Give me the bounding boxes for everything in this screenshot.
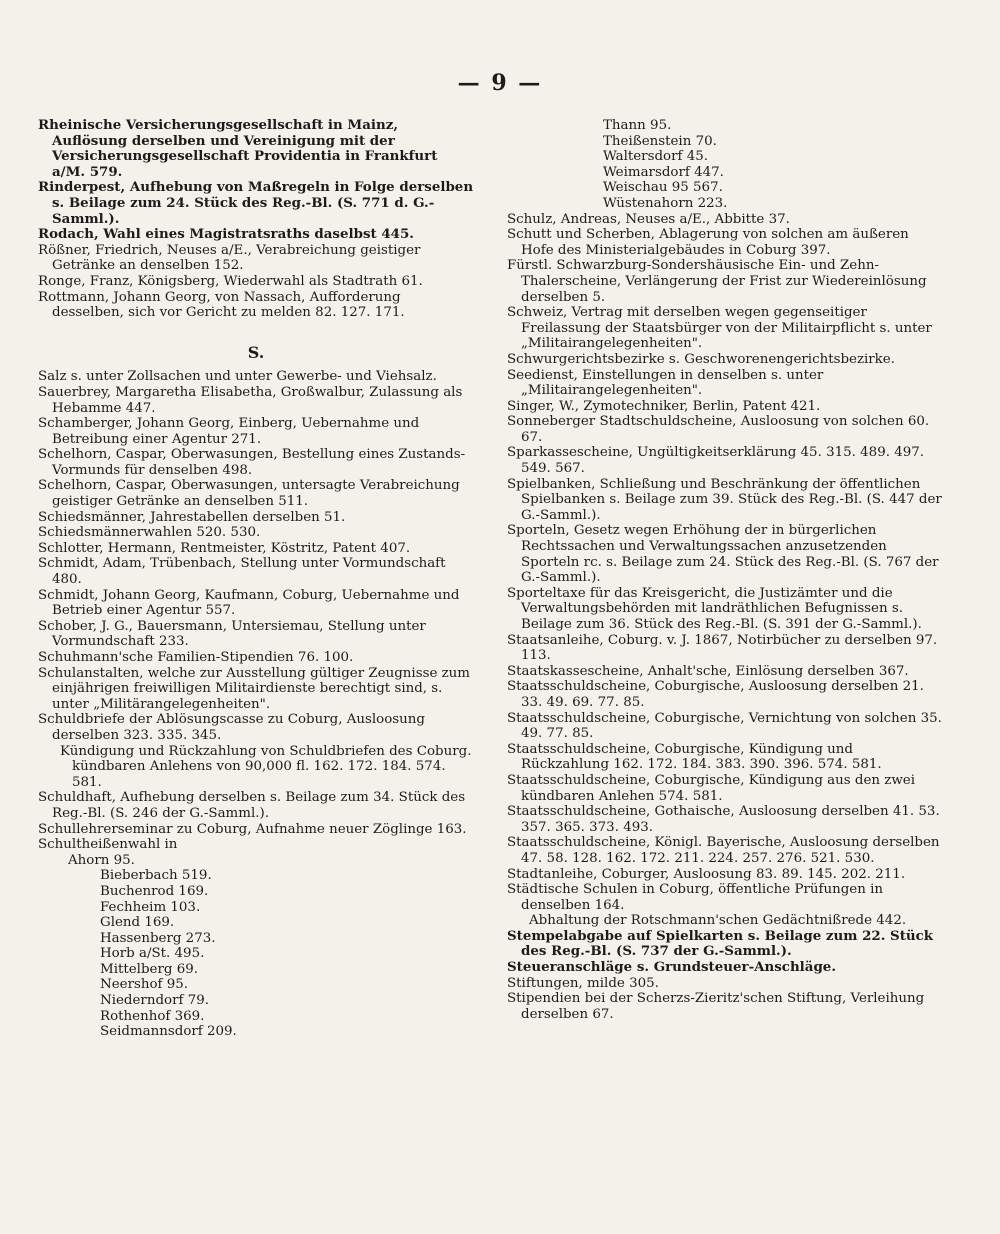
index-entry: Schweiz, Vertrag mit derselben wegen gegenseitiger Freilassung der Staatsbürger von der Militairpflicht s. unter „Militairangelegenheiten". <box>507 305 932 352</box>
index-entry: Schober, J. G., Bauersmann, Untersiemau, Stellung unter Vormundschaft 233. <box>38 618 426 650</box>
index-entry: Buchenrod 169. <box>100 883 209 899</box>
index-entry: Schuldbriefe der Ablösungscasse zu Coburg, Ausloosung derselben 323. 335. 345. <box>38 712 425 743</box>
index-entry: Staatsschuldscheine, Coburgische, Ausloosung derselben 21. 33. 49. 69. 77. 85. <box>507 679 924 710</box>
index-entry: Schuldhaft, Aufhebung derselben s. Beilage zum 34. Stück des Reg.-Bl. (S. 246 der G.-Samml.). <box>38 790 466 821</box>
index-entry: Schutt und Scherben, Ablagerung von solchen am äußeren Hofe des Ministerialgebäudes in Coburg 397. <box>507 227 909 258</box>
index-entry: Neershof 95. <box>100 977 189 993</box>
index-entry: Schamberger, Johann Georg, Einberg, Uebernahme und Betreibung einer Agentur 271. <box>38 416 420 447</box>
index-entry: Stipendien bei der Scherzs-Zieritz'schen Stiftung, Verleihung derselben 67. <box>507 991 925 1022</box>
index-entry: Sporteltaxe für das Kreisgericht, die Justizämter und die Verwaltungsbehörden mit landräthlichen Befugnissen s. Beilage zum 36. Stück des Reg.-Bl. (S. 391 der G.-Samml.). <box>507 585 922 632</box>
index-entry: Staatsanleihe, Coburg. v. J. 1867, Notirbücher zu derselben 97. 113. <box>507 632 938 664</box>
index-entry: Schulanstalten, welche zur Ausstellung gültiger Zeugnisse zum einjährigen freiwilligen Militairdienste berechtigt sind, s. unter „Militärangelegenheiten". <box>38 665 470 712</box>
left-index-column <box>38 118 474 1040</box>
index-entry: Rodach, Wahl eines Magistratsraths daselbst 445. <box>38 226 414 243</box>
index-entry: Rothenhof 369. <box>100 1008 205 1024</box>
index-entry: Staatsschuldscheine, Coburgische, Vernichtung von solchen 35. 49. 77. 85. <box>507 710 942 742</box>
index-entry: Schulz, Andreas, Neuses a/E., Abbitte 37. <box>507 211 790 227</box>
index-entry: Staatsschuldscheine, Coburgische, Kündigung aus den zwei kündbaren Anlehen 574. 581. <box>507 772 916 804</box>
index-entry: Staatsschuldscheine, Königl. Bayerische, Ausloosung derselben 47. 58. 128. 162. 172. 211. 224. 257. 276. 521. 530. <box>507 835 940 866</box>
index-entry: Wüstenahorn 223. <box>603 195 728 211</box>
index-entry: Ahorn 95. <box>68 852 135 868</box>
index-entry: Schmidt, Adam, Trübenbach, Stellung unter Vormundschaft 480. <box>38 556 446 588</box>
index-entry: Stempelabgabe auf Spielkarten s. Beilage zum 22. Stück des Reg.-Bl. (S. 737 der G.-Samml.). <box>507 927 934 960</box>
index-entry: Weischau 95 567. <box>603 180 723 196</box>
index-entry: Abhaltung der Rotschmann'schen Gedächtnißrede 442. <box>529 913 907 929</box>
index-entry: Städtische Schulen in Coburg, öffentliche Prüfungen in denselben 164. <box>507 882 884 913</box>
index-entry: Rottmann, Johann Georg, von Nassach, Aufforderung desselben, sich vor Gericht zu melden 82. 127. 171. <box>38 289 405 321</box>
index-entry: Schlotter, Hermann, Rentmeister, Köstritz, Patent 407. <box>38 540 411 556</box>
page-number: — 9 — <box>457 70 543 96</box>
index-entry: Steueranschläge s. Grundsteuer-Anschläge. <box>507 959 836 976</box>
index-entry: Bieberbach 519. <box>100 868 212 884</box>
index-entry: Staatsschuldscheine, Coburgische, Kündigung und Rückzahlung 162. 172. 184. 383. 390. 396. 574. 581. <box>507 741 882 773</box>
spacer <box>38 321 474 337</box>
index-entry: Schwurgerichtsbezirke s. Geschworenengerichtsbezirke. <box>507 351 895 367</box>
index-entry: Mittelberg 69. <box>100 961 198 977</box>
index-entry: Sparkassescheine, Ungültigkeitserklärung 45. 315. 489. 497. 549. 567. <box>507 445 925 477</box>
index-entry: Staatsschuldscheine, Gothaische, Ausloosung derselben 41. 53. 357. 365. 373. 493. <box>507 804 940 835</box>
index-entry: Kündigung und Rückzahlung von Schuldbriefen des Coburg. kündbaren Anlehens von 90,000 fl. 162. 172. 184. 574. 581. <box>60 743 472 790</box>
index-entry: Stiftungen, milde 305. <box>507 975 659 991</box>
index-entry: Schmidt, Johann Georg, Kaufmann, Coburg, Uebernahme und Betrieb einer Agentur 557. <box>38 587 460 619</box>
index-entry: Spielbanken, Schließung und Beschränkung der öffentlichen Spielbanken s. Beilage zum 39. Stück des Reg.-Bl. (S. 447 der G.-Samml.). <box>507 476 942 523</box>
index-entry: Ronge, Franz, Königsberg, Wiederwahl als Stadtrath 61. <box>38 273 423 289</box>
index-entry: Rinderpest, Aufhebung von Maßregeln in Folge derselben s. Beilage zum 24. Stück des Reg.-Bl. (S. 771 d. G.-Samml.). <box>38 179 474 227</box>
index-entry: Glend 169. <box>100 915 175 931</box>
index-entry: Schelhorn, Caspar, Oberwasungen, untersagte Verabreichung geistiger Getränke an denselben 511. <box>38 478 460 510</box>
index-entry: Sporteln, Gesetz wegen Erhöhung der in bürgerlichen Rechtssachen und Verwaltungssachen anzusetzenden Sporteln rc. s. Beilage zum 24. Stück des Reg.-Bl. (S. 767 der G.-Samml.). <box>507 523 939 586</box>
index-entry: Rheinische Versicherungsgesellschaft in Mainz, Auflösung derselben und Vereinigung mit der Versicherungsgesellschaft Providentia in Frankfurt a/M. 579. <box>38 117 438 180</box>
index-entry: Sauerbrey, Margaretha Elisabetha, Großwalbur, Zulassung als Hebamme 447. <box>38 384 463 416</box>
index-entry: Seedienst, Einstellungen in denselben s. unter „Militairangelegenheiten". <box>507 367 824 399</box>
section-letter-heading: S. <box>247 343 265 363</box>
index-entry: Weimarsdorf 447. <box>603 164 724 180</box>
index-entry: Horb a/St. 495. <box>100 946 205 962</box>
index-entry: Schiedsmänner, Jahrestabellen derselben 51. <box>38 509 346 525</box>
index-entry: Niederndorf 79. <box>100 993 209 1009</box>
index-entry: Rößner, Friedrich, Neuses a/E., Verabreichung geistiger Getränke an denselben 152. <box>38 242 421 274</box>
index-entry: Schullehrerseminar zu Coburg, Aufnahme neuer Zöglinge 163. <box>38 821 467 837</box>
index-entry: Fürstl. Schwarzburg-Sondershäusische Ein- und Zehn-Thalerscheine, Verlängerung der Frist zur Wiedereinlösung derselben 5. <box>507 258 927 305</box>
index-entry: Fechheim 103. <box>100 899 201 915</box>
index-entry: Schuhmann'sche Familien-Stipendien 76. 100. <box>38 650 354 665</box>
index-entry: Sonneberger Stadtschuldscheine, Ausloosung von solchen 60. 67. <box>507 414 930 445</box>
index-entry: Waltersdorf 45. <box>603 149 708 165</box>
index-entry: Thann 95. <box>603 118 672 133</box>
index-entry: Schultheißenwahl in <box>38 837 178 853</box>
index-entry: Singer, W., Zymotechniker, Berlin, Patent 421. <box>507 398 821 414</box>
index-entry: Hassenberg 273. <box>100 930 216 946</box>
right-index-column <box>507 118 945 1022</box>
index-entry: Schiedsmännerwahlen 520. 530. <box>38 525 261 541</box>
index-entry: Salz s. unter Zollsachen und unter Gewerbe- und Viehsalz. <box>38 369 437 385</box>
index-entry: Theißenstein 70. <box>603 133 717 149</box>
index-entry: Seidmannsdorf 209. <box>100 1024 237 1040</box>
index-entry: Staatskassescheine, Anhalt'sche, Einlösung derselben 367. <box>507 663 909 679</box>
index-entry: Schelhorn, Caspar, Oberwasungen, Bestellung eines Zustands-Vormunds für denselben 498. <box>38 447 466 478</box>
index-entry: Stadtanleihe, Coburger, Ausloosung 83. 89. 145. 202. 211. <box>507 866 906 882</box>
